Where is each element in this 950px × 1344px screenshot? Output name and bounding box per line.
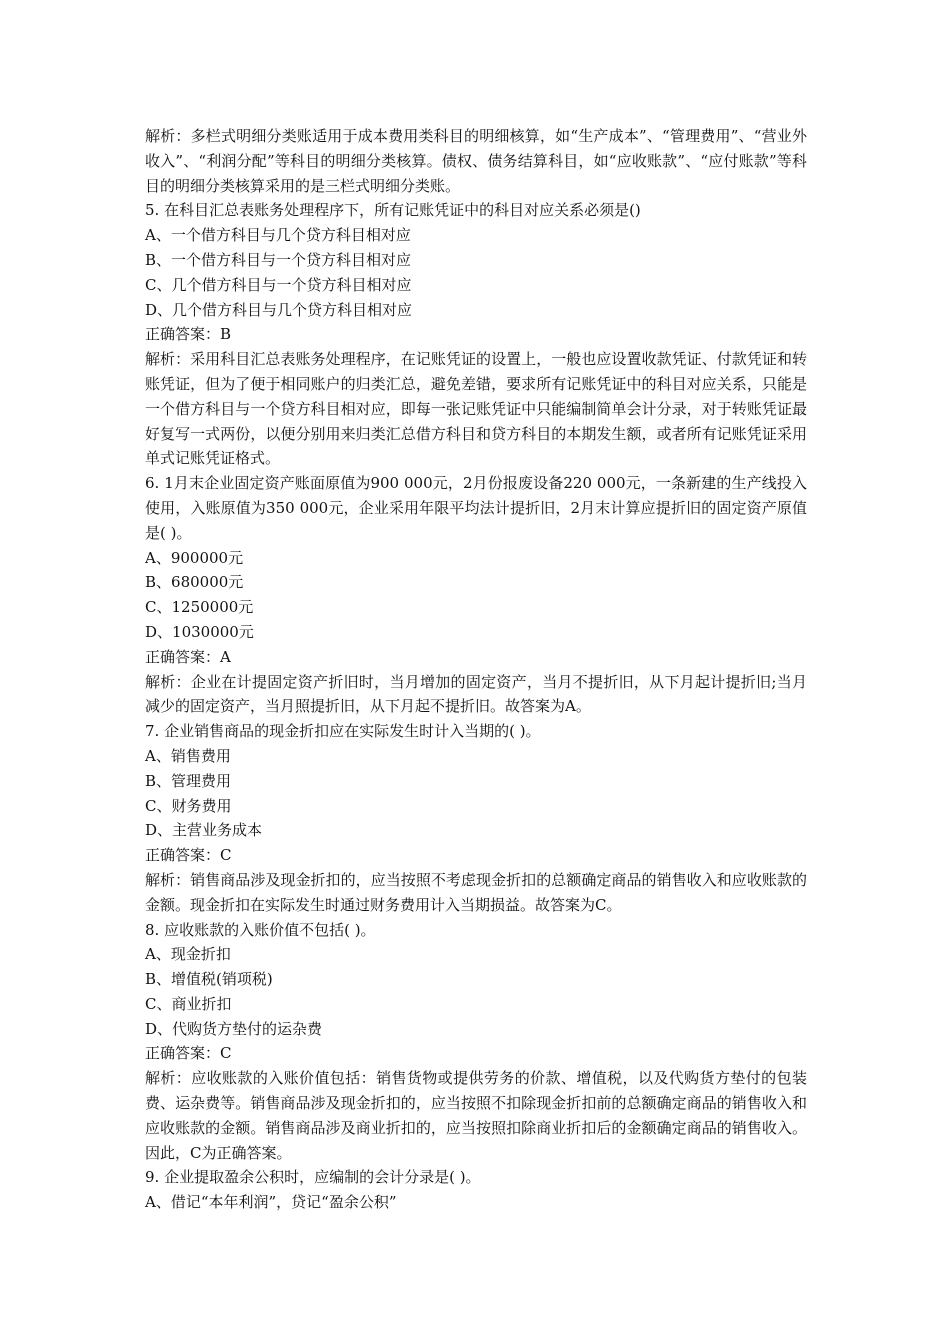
analysis-text: 解析：多栏式明细分类账适用于成本费用类科目的明细核算，如“生产成本”、“管理费用”、“营业外收入”、“利润分配”等科目的明细分类核算。债权、债务结算科目，如“应收账款”、“应付账款”等科目的明细分类核算采用的是三栏式明细分类账。 [145, 127, 807, 195]
option-d: D、几个借方科目与几个贷方科目相对应 [145, 300, 413, 319]
option-d: D、代购货方垫付的运杂费 [145, 1019, 323, 1038]
option-c: C、1250000元 [145, 598, 254, 617]
option-a: A、一个借方科目与几个贷方科目相对应 [145, 226, 411, 245]
option-d: D、1030000元 [145, 622, 254, 641]
analysis-text: 解析：采用科目汇总表账务处理程序，在记账凭证的设置上，一般也应设置收款凭证、付款凭证和转账凭证，但为了便于相同账户的归类汇总，避免差错，要求所有记账凭证中的科目对应关系，只能是一个借方科目与一个贷方科目相对应，即每一张记账凭证中只能编制简单会计分录，对于转账凭证最好复写一式两份，以便分别用来归类汇总借方科目和贷方科目的本期发生额，或者所有记账凭证采用单式记账凭证格式。 [145, 350, 807, 468]
question-6: 6. 1月末企业固定资产账面原值为900 000元，2月份报废设备220 000元，一条新建的生产线投入使用，入账原值为350 000元，企业采用年限平均法计提折旧，2月末计算应提折旧的固定资产原值是( )。 [145, 474, 807, 542]
analysis-text: 解析：企业在计提固定资产折旧时，当月增加的固定资产，当月不提折旧，从下月起计提折旧;当月减少的固定资产，当月照提折旧，从下月起不提折旧。故答案为A。 [145, 672, 807, 716]
option-c: C、财务费用 [145, 796, 232, 815]
option-a: A、900000元 [145, 548, 244, 567]
option-d: D、主营业务成本 [145, 821, 263, 840]
question-5: 5. 在科目汇总表账务处理程序下，所有记账凭证中的科目对应关系必须是() [145, 201, 641, 220]
option-a: A、现金折扣 [145, 945, 231, 964]
option-c: C、商业折扣 [145, 994, 232, 1013]
question-9: 9. 企业提取盈余公积时，应编制的会计分录是( )。 [145, 1168, 481, 1187]
correct-answer: 正确答案：B [145, 325, 232, 344]
option-c: C、几个借方科目与一个贷方科目相对应 [145, 275, 412, 294]
question-8: 8. 应收账款的入账价值不包括( )。 [145, 920, 376, 939]
analysis-text: 解析：销售商品涉及现金折扣的，应当按照不考虑现金折扣的总额确定商品的销售收入和应收账款的金额。现金折扣在实际发生时通过财务费用计入当期损益。故答案为C。 [145, 870, 807, 914]
option-b: B、管理费用 [145, 771, 232, 790]
option-b: B、增值税(销项税) [145, 970, 273, 989]
option-b: B、一个借方科目与一个贷方科目相对应 [145, 250, 412, 269]
document-body [145, 124, 807, 1215]
analysis-text: 解析：应收账款的入账价值包括：销售货物或提供劳务的价款、增值税，以及代购货方垫付的包装费、运杂费等。销售商品涉及现金折扣的，应当按照不扣除现金折扣前的总额确定商品的销售收入和应收账款的金额。销售商品涉及商业折扣的，应当按照扣除商业折扣后的金额确定商品的销售收入。因此，C为正确答案。 [145, 1069, 807, 1162]
correct-answer: 正确答案：C [145, 1044, 232, 1063]
option-b: B、680000元 [145, 573, 244, 592]
option-a: A、借记“本年利润”，贷记“盈余公积” [145, 1193, 397, 1212]
option-a: A、销售费用 [145, 746, 231, 765]
question-7: 7. 企业销售商品的现金折扣应在实际发生时计入当期的( )。 [145, 722, 541, 741]
correct-answer: 正确答案：A [145, 647, 231, 666]
correct-answer: 正确答案：C [145, 846, 232, 865]
